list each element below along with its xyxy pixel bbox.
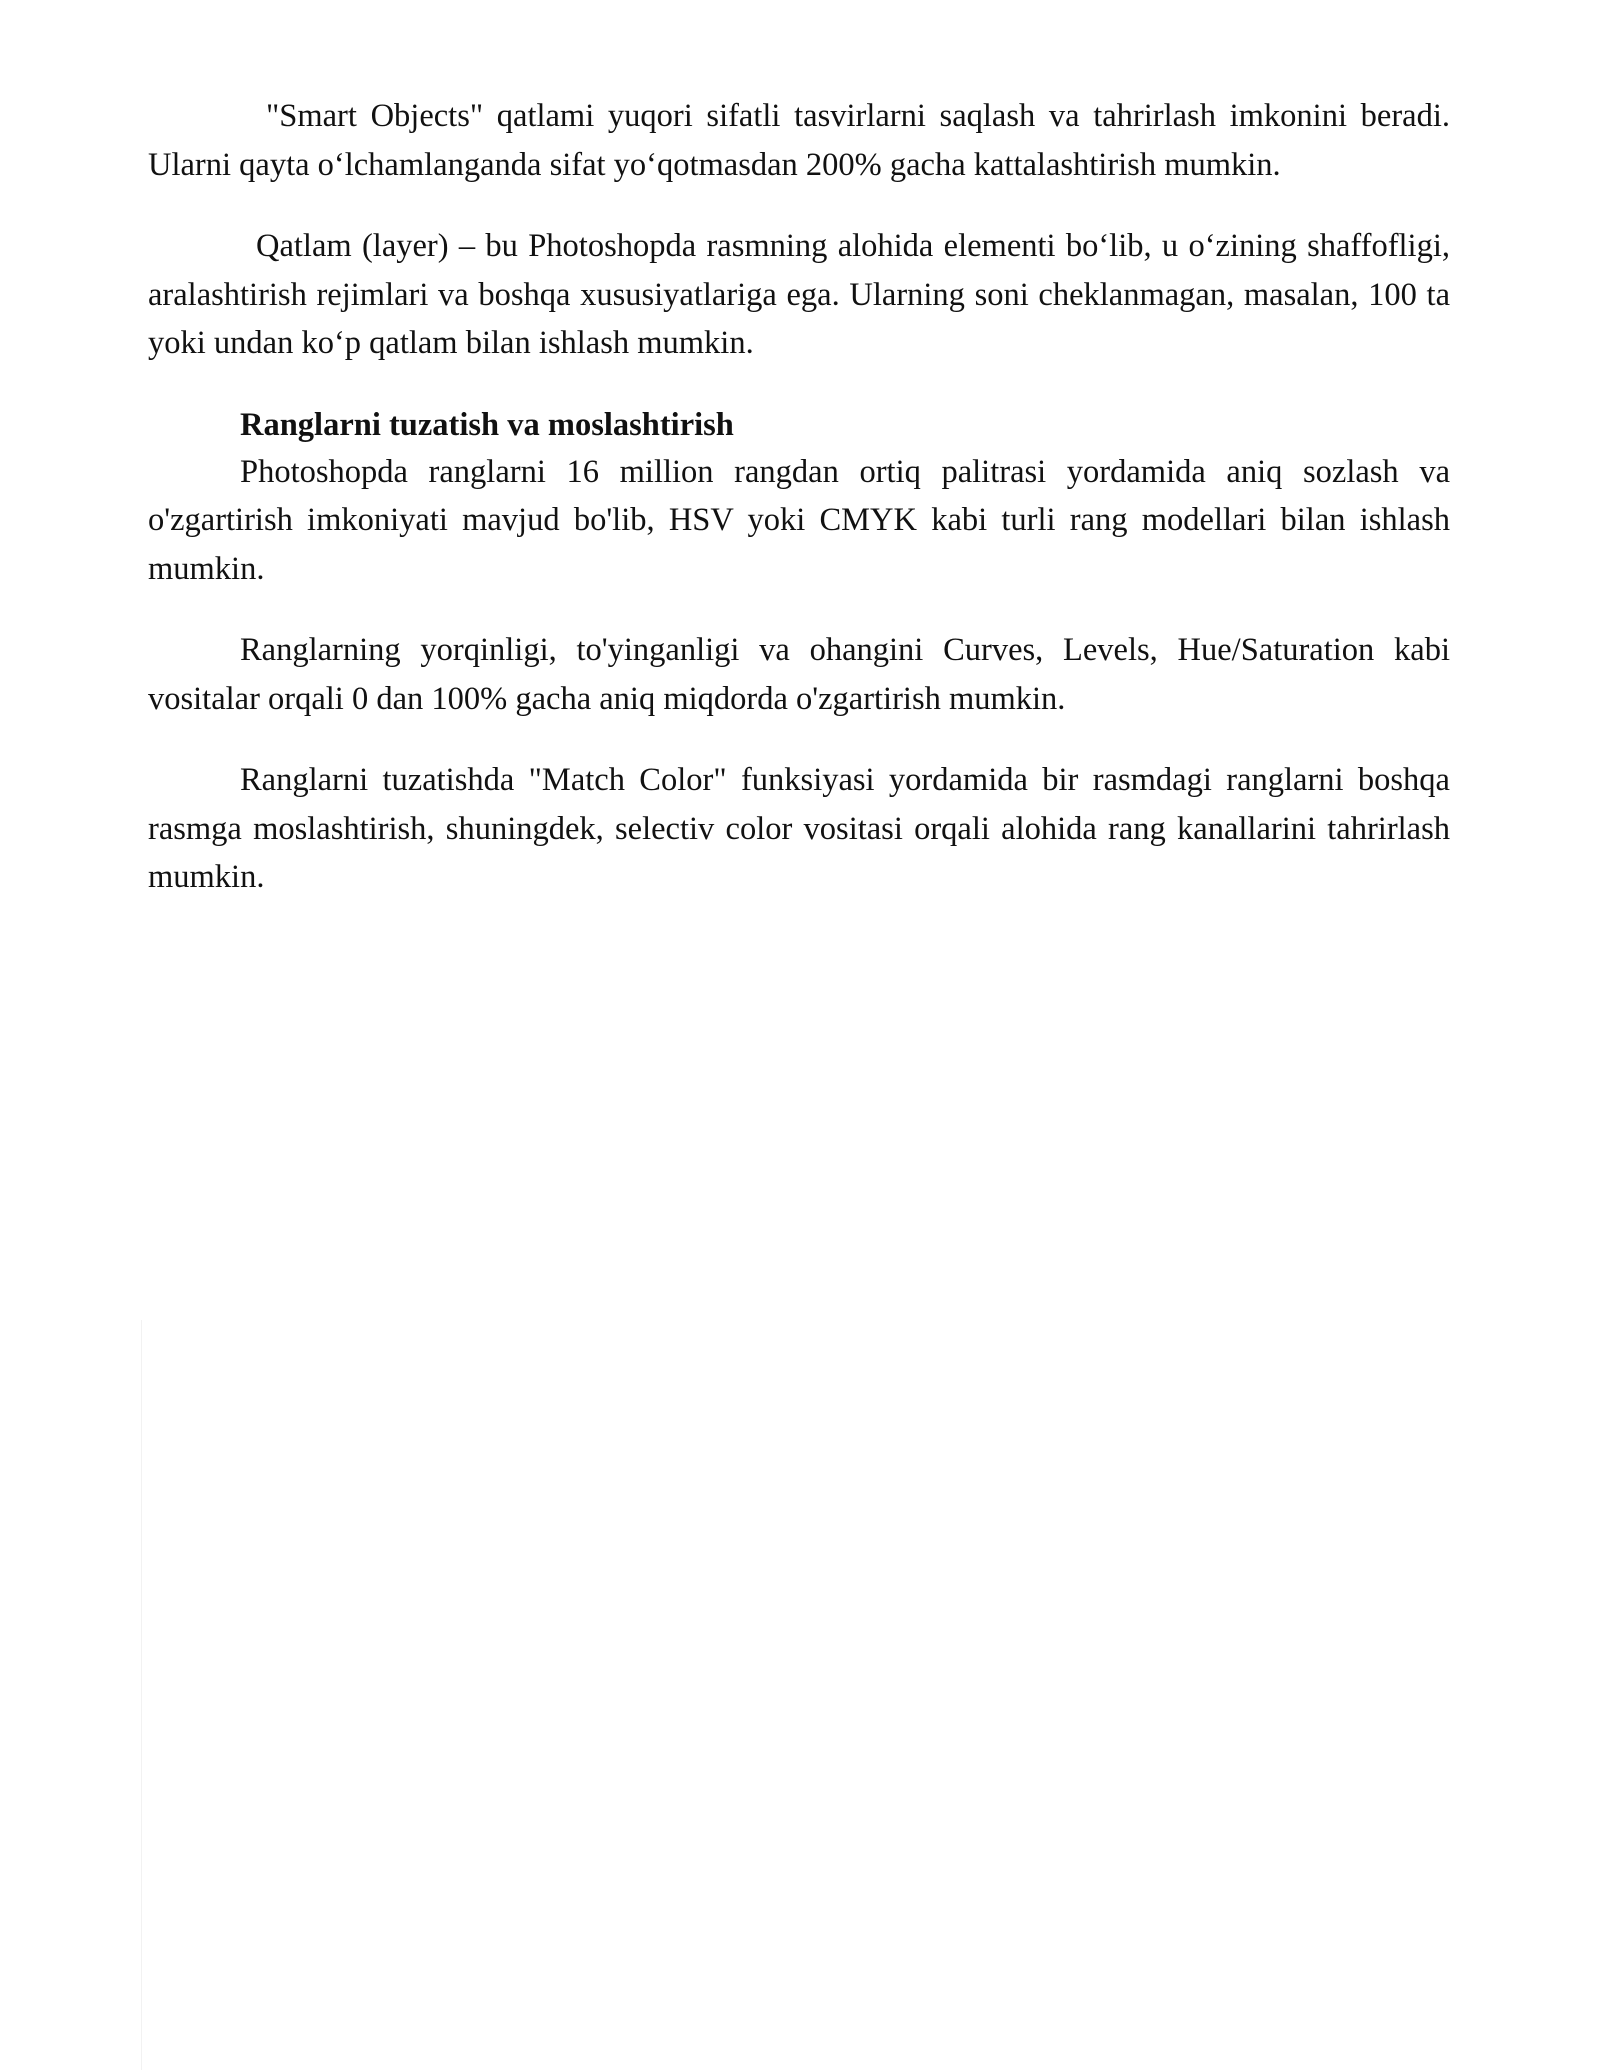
paragraph-match-color: Ranglarni tuzatishda "Match Color" funksiyasi yordamida bir rasmdagi ranglarni boshqa rasmga moslashtirish, shuningdek, selectiv color vositasi orqali alohida rang kanallarini tahrirlash mumkin.: [148, 762, 1450, 895]
paragraph-palette: Photoshopda ranglarni 16 million rangdan ortiq palitrasi yordamida aniq sozlash va o'zgartirish imkoniyati mavjud bo'lib, HSV yoki CMYK kabi turli rang modellari bilan ishlash mumkin.: [148, 453, 1450, 587]
paragraph-color-tools: Ranglarning yorqinligi, to'yinganligi va ohangini Curves, Levels, Hue/Saturation kabi vositalar orqali 0 dan 100% gacha aniq miqdorda o'zgartirish mumkin.: [148, 632, 1450, 717]
paragraph-layer: Qatlam (layer) – bu Photoshopda rasmning alohida elementi bo‘lib, u o‘zining shaffofligi, aralashtirish rejimlari va boshqa xususiyatlariga ega. Ularning soni cheklanmagan, masalan, 100 ta yoki undan ko‘p qatlam bilan ishlash mumkin.: [148, 228, 1450, 361]
paragraph-smart-objects: "Smart Objects" qatlami yuqori sifatli tasvirlarni saqlash va tahrirlash imkonini beradi. Ularni qayta o‘lchamlanganda sifat yo‘qotmasdan 200% gacha kattalashtirish mumkin.: [148, 98, 1450, 183]
section-heading: Ranglarni tuzatish va moslashtirish: [240, 406, 734, 443]
page-edge-line: [141, 1320, 142, 2070]
document-body: [148, 92, 1450, 902]
